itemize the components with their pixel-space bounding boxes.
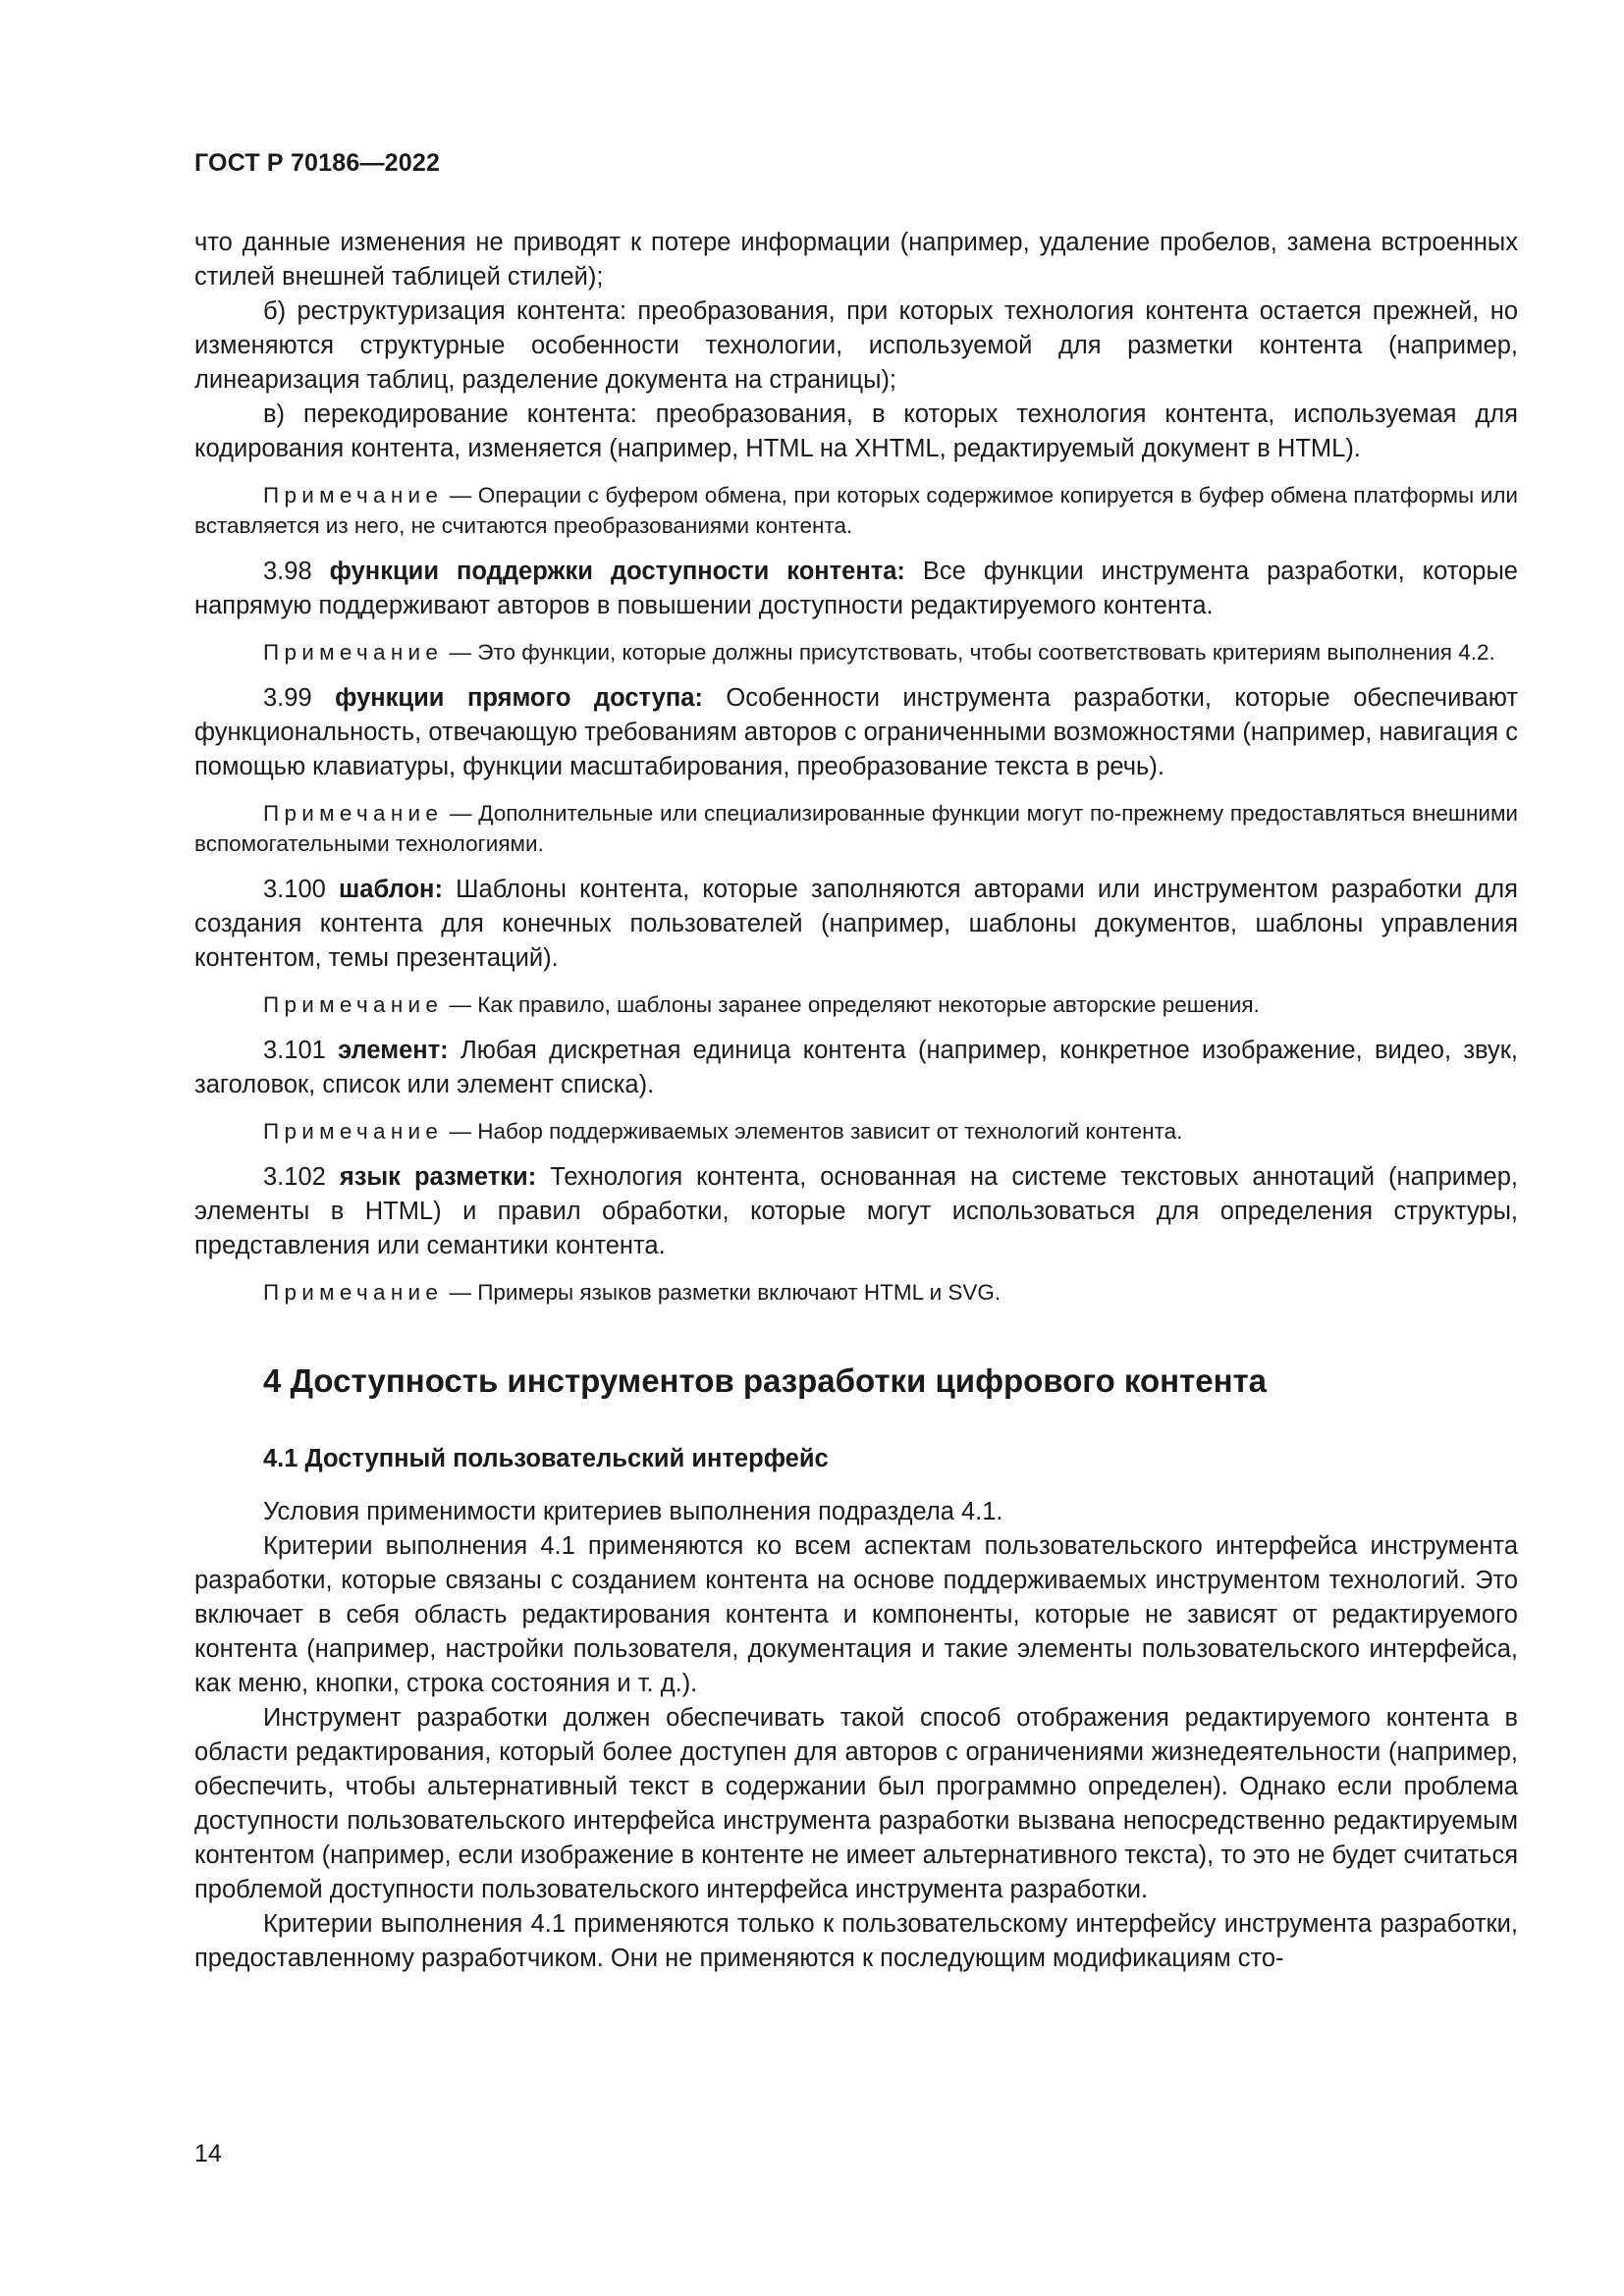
term-3-98 <box>194 555 1518 623</box>
document-header: ГОСТ Р 70186—2022 <box>194 149 441 177</box>
note-text: — Дополнительные или специализированные функции могут по-прежнему предоставляться внешними вспомогательными технологиями. <box>194 801 1518 856</box>
page-number: 14 <box>194 2140 222 2167</box>
paragraph-continuation: что данные изменения не приводят к потере информации (например, удаление пробелов, замена встроенных стилей внешней таблицей стилей); <box>194 229 1518 291</box>
subsection-4-1-title: 4.1 Доступный пользовательский интерфейс <box>263 1445 829 1472</box>
note-text: — Примеры языков разметки включают HTML и SVG. <box>443 1280 1001 1305</box>
paragraph-applicability: Условия применимости критериев выполнения подраздела 4.1. <box>263 1498 1003 1525</box>
paragraph-restructuring: б) реструктуризация контента: преобразования, при которых технология контента остается прежней, но изменяются структурные особенности технологии, используемой для разметки контента (например, линеаризация таблиц, разделение документа на страницы); <box>194 297 1518 394</box>
document-body <box>194 226 1518 1976</box>
term-3-99 <box>194 681 1518 784</box>
note-label: Примечание <box>263 483 444 507</box>
note-text: — Как правило, шаблоны заранее определяют некоторые авторские решения. <box>443 992 1260 1017</box>
term-number: 3.102 <box>263 1163 340 1191</box>
note-label: Примечание <box>263 1119 444 1144</box>
term-title: функции поддержки доступности контента: <box>329 558 905 585</box>
term-definition: Технология контента, основанная на системе текстовых аннотаций (например, элементы в HTML) и правил обработки, которые могут использоваться для определения структуры, представления или семантики контента. <box>194 1163 1518 1259</box>
term-definition: Шаблоны контента, которые заполняются авторами или инструментом разработки для создания контента для конечных пользователей (например, шаблоны документов, шаблоны управления контентом, темы презентаций). <box>194 876 1518 972</box>
paragraph-developer-ui: Критерии выполнения 4.1 применяются только к пользовательскому интерфейсу инструмента разработки, предоставленному разработчиком. Они не применяются к последующим модификациям сто- <box>194 1910 1518 1972</box>
term-number: 3.99 <box>263 684 336 712</box>
note-label: Примечание <box>263 1280 444 1305</box>
term-3-101 <box>194 1034 1518 1102</box>
term-3-100 <box>194 873 1518 976</box>
section-4-title: 4 Доступность инструментов разработки цифрового контента <box>263 1362 1268 1399</box>
term-definition: Любая дискретная единица контента (например, конкретное изображение, видео, звук, заголовок, список или элемент списка). <box>194 1037 1518 1098</box>
term-title: язык разметки: <box>339 1163 537 1191</box>
paragraph-criteria-scope: Критерии выполнения 4.1 применяются ко всем аспектам пользовательского интерфейса инструмента разработки, которые связаны с созданием контента на основе поддерживаемых инструментом технологий. Это включает в себя область редактирования контента и компоненты, которые не зависят от редактируемого контента (например, настройки пользователя, документация и такие элементы пользовательского интерфейса, как меню, кнопки, строка состояния и т. д.). <box>194 1532 1518 1697</box>
note-elements <box>194 1116 1518 1147</box>
term-title: шаблон: <box>339 876 443 903</box>
note-direct-access <box>194 798 1518 859</box>
paragraph-recoding: в) перекодирование контента: преобразования, в которых технология контента, используемая для кодирования контента, изменяется (например, HTML на XHTML, редактируемый документ в HTML). <box>194 400 1518 462</box>
term-definition: Особенности инструмента разработки, которые обеспечивают функциональность, отвечающую требованиям авторов с ограниченными возможностями (например, навигация с помощью клавиатуры, функции масштабирования, преобразование текста в речь). <box>194 684 1518 780</box>
term-title: функции прямого доступа: <box>335 684 703 712</box>
note-text: — Набор поддерживаемых элементов зависит от технологий контента. <box>443 1119 1183 1144</box>
term-definition: Все функции инструмента разработки, которые напрямую поддерживают авторов в повышении доступности редактируемого контента. <box>194 558 1518 619</box>
note-label: Примечание <box>263 801 444 826</box>
term-3-102 <box>194 1160 1518 1263</box>
term-title: элемент: <box>338 1037 449 1064</box>
term-number: 3.101 <box>263 1037 339 1064</box>
note-markup-languages <box>194 1277 1518 1308</box>
note-clipboard <box>194 480 1518 541</box>
term-number: 3.100 <box>263 876 340 903</box>
paragraph-editing-view: Инструмент разработки должен обеспечивать такой способ отображения редактируемого контента в области редактирования, который более доступен для авторов с ограничениями жизнедеятельности (например, обеспечить, чтобы альтернативный текст в содержании был программно определен). Однако если проблема доступности пользовательского интерфейса инструмента разработки вызвана непосредственно редактируемым контентом (например, если изображение в контенте не имеет альтернативного текста), то это не будет считаться проблемой доступности пользовательского интерфейса инструмента разработки. <box>194 1704 1518 1903</box>
note-accessibility-functions <box>194 637 1518 667</box>
note-templates <box>194 989 1518 1020</box>
note-text: — Операции с буфером обмена, при которых содержимое копируется в буфер обмена платформы или вставляется из него, не считаются преобразованиями контента. <box>194 483 1518 538</box>
note-text: — Это функции, которые должны присутствовать, чтобы соответствовать критериям выполнения 4.2. <box>443 640 1495 665</box>
note-label: Примечание <box>263 640 444 665</box>
term-number: 3.98 <box>263 558 330 585</box>
note-label: Примечание <box>263 992 444 1017</box>
